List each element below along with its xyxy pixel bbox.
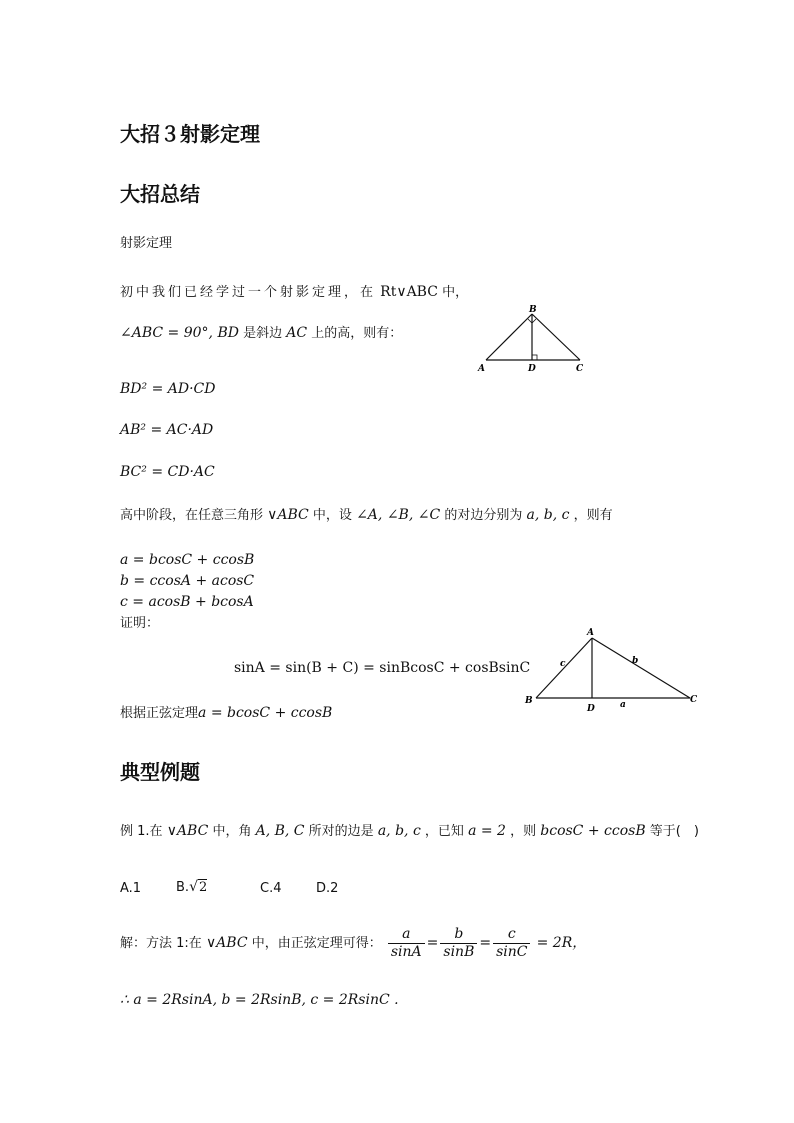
angle-line: [120, 322, 402, 341]
example-given: a = 2: [468, 823, 506, 839]
section-heading-examples: 典型例题: [120, 760, 200, 784]
label-side-a: a: [620, 700, 626, 710]
label-side-c: c: [560, 659, 566, 669]
option-b: [176, 879, 207, 895]
label-d-vertex: D: [587, 704, 595, 714]
label-a: A: [478, 364, 485, 374]
proof-equation: sinA = sin(B + C) = sinBcosC + cosBsinC: [234, 660, 531, 676]
label-b-vertex: B: [525, 696, 533, 706]
angle-formula: ∠ABC = 90°, BD: [120, 325, 239, 341]
fraction-denominator: sinA: [390, 944, 422, 960]
example-sides: a, b, c: [377, 823, 421, 839]
sqrt-symbol: √: [189, 879, 198, 895]
high-school-line: [120, 504, 613, 523]
intro-end: 中，: [442, 285, 469, 300]
angle-line-end: 上的高，则有：: [311, 326, 403, 341]
equation-ab: AB² = AC·AD: [120, 422, 214, 438]
formula-a: a = bcosC + ccosB: [120, 552, 255, 568]
angle-line-ac: AC: [286, 325, 308, 341]
section-heading-summary: 大招总结: [120, 182, 200, 206]
hs-text-4: ，则有: [573, 508, 613, 523]
label-c: C: [576, 364, 584, 374]
proof-label: 证明：: [120, 616, 160, 631]
option-b-label: B.: [176, 880, 190, 895]
fraction-c-over-sin-c: [493, 926, 530, 961]
intro-line: [120, 281, 468, 300]
right-angle-mark: [532, 355, 537, 360]
example-text-2: 中，角: [212, 824, 252, 839]
example-text-1: 例 1.在: [120, 824, 163, 839]
option-a: A.1: [120, 881, 142, 896]
example-expression: bcosC + ccosB: [540, 823, 646, 839]
option-c: C.4: [260, 881, 282, 896]
sine-rule-equation: a = bcosC + ccosB: [198, 705, 333, 721]
label-b: B: [529, 305, 537, 315]
equation-bc: BC² = CD·AC: [120, 464, 215, 480]
right-triangle-figure: [476, 302, 588, 376]
fraction-a-over-sin-a: [388, 926, 425, 961]
solution-text-1: 解：方法 1:在: [120, 936, 202, 951]
example-text-5: ，则: [510, 824, 537, 839]
hs-triangle: ∨ABC: [267, 507, 309, 523]
formula-b: b = ccosA + acosC: [120, 573, 255, 589]
example-text-3: 所对的边是: [308, 824, 374, 839]
subheading-projection-theorem: 射影定理: [120, 236, 173, 251]
solution-rhs: = 2R，: [536, 935, 587, 951]
sine-rule-text: 根据正弦定理: [120, 706, 199, 721]
label-side-b: b: [632, 656, 639, 666]
fraction-denominator: sinC: [496, 944, 528, 960]
hs-text-1: 高中阶段，在任意三角形: [120, 508, 264, 523]
sine-rule-line: [120, 702, 332, 721]
angle-line-text: 是斜边: [243, 326, 283, 341]
general-triangle-figure: [520, 624, 710, 716]
solution-triangle: ∨ABC: [205, 935, 248, 951]
equation-bd: BD² = AD·CD: [120, 381, 216, 397]
intro-triangle: Rt∨ABC: [380, 284, 438, 300]
fraction-numerator: b: [440, 926, 477, 944]
intro-text: 初中我们已经学过一个射影定理，在: [120, 285, 377, 300]
side-ab: [486, 314, 532, 360]
page-title: 大招３射影定理: [120, 122, 260, 146]
example-text-6: 等于( ): [649, 824, 699, 839]
solution-text-2: 中，由正弦定理可得：: [251, 936, 382, 951]
hs-text-2: 中，设: [312, 508, 352, 523]
side-bc: [532, 314, 580, 360]
fraction-numerator: c: [493, 926, 530, 944]
label-a-vertex: A: [587, 628, 594, 638]
example-triangle: ∨ABC: [166, 823, 209, 839]
example-text-4: ，已知: [424, 824, 464, 839]
option-d: D.2: [316, 881, 339, 896]
label-c-vertex: C: [690, 695, 698, 705]
fraction-b-over-sin-b: [440, 926, 477, 961]
formula-c: c = acosB + bcosA: [120, 594, 254, 610]
hs-sides: a, b, c: [526, 507, 570, 523]
hs-angles: ∠A, ∠B, ∠C: [356, 507, 441, 523]
solution-line: 解：方法 1:在 ∨ABC 中，由正弦定理可得： $\frac{a}{\sin A}$ = $\frac{b}{\sin B}$ = $\frac{c}{\sin C}$ = 2R，: [120, 926, 587, 960]
conclusion-line: ∴ a = 2RsinA, b = 2RsinB, c = 2RsinC .: [120, 992, 399, 1008]
example-1: [120, 820, 699, 839]
hs-text-3: 的对边分别为: [444, 508, 523, 523]
sqrt-radicand: 2: [198, 880, 208, 895]
side-b: [592, 638, 690, 698]
fraction-numerator: a: [388, 926, 425, 944]
example-vertices: A, B, C: [255, 823, 305, 839]
label-d: D: [528, 364, 536, 374]
fraction-denominator: sinB: [443, 944, 475, 960]
